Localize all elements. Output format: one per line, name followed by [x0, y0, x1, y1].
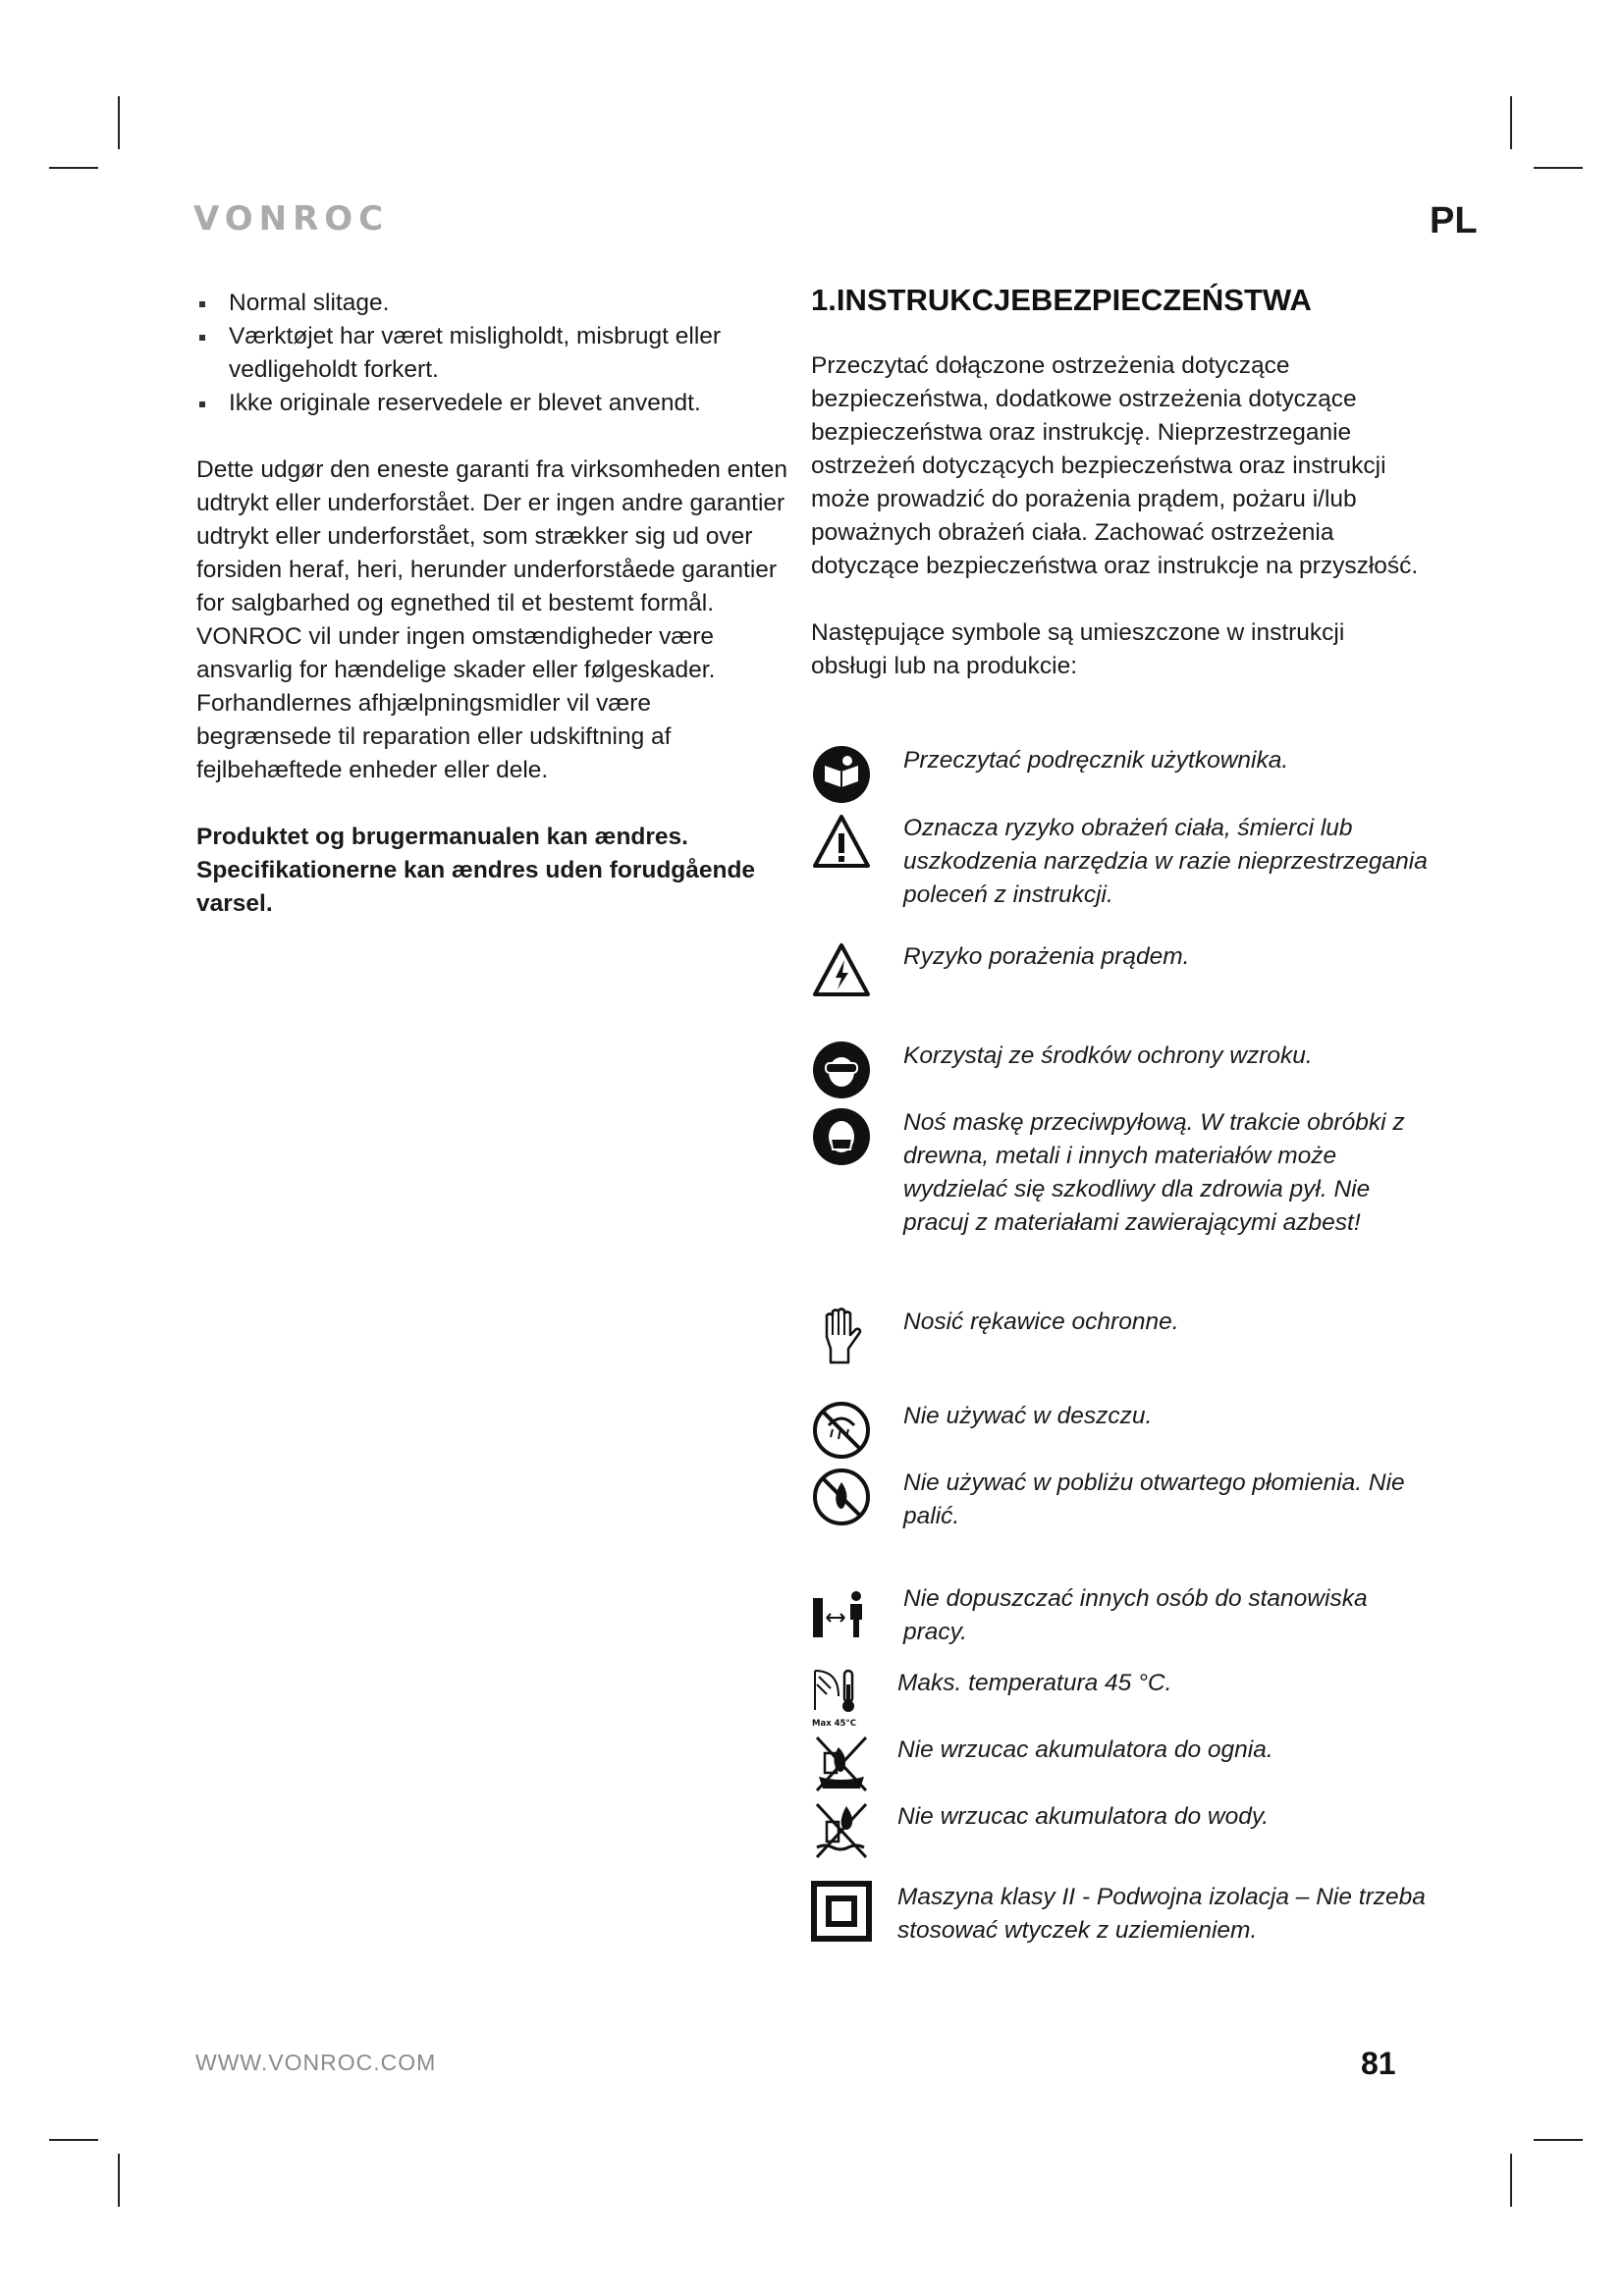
- crop-mark: [1534, 2139, 1583, 2141]
- no-fire-disposal-icon: [811, 1734, 872, 1794]
- list-item: Ikke originale reservedele er blevet anvendt.: [196, 387, 790, 420]
- warranty-paragraph: Dette udgør den eneste garanti fra virksomheden enten udtrykt eller underforstået. Der er ingen andre garantier udtrykt eller underforstået, som strækker sig ud over forsiden heraf, heri, herunder underforståede garantier for salgbarhed og egnethed til et bestemt formål. VONROC vil under ingen omstændigheder være ansvarlig for hændelige skader eller følgeskader. Forhandlernes afhjælpningsmidler vil være begrænsede til reparation eller udskiftning af fejlbehæftede enheder eller dele.: [196, 456, 787, 783]
- safety-intro: Przeczytać dołączone ostrzeżenia dotyczące bezpieczeństwa, dodatkowe ostrzeżenia dotyczące bezpieczeństwa oraz instrukcję. Nieprzestrzeganie ostrzeżeń dotyczących bezpieczeństwa oraz instrukcji może prowadzić do porażenia prądem, pożaru i/lub poważnych obrażeń ciała. Zachować ostrzeżenia dotyczące bezpieczeństwa oraz instrukcje na przyszłość.: [811, 352, 1419, 579]
- left-column: [196, 287, 790, 921]
- no-open-flame-icon: [811, 1467, 872, 1527]
- language-code: PL: [1430, 200, 1478, 241]
- electric-shock-icon: [811, 940, 872, 1001]
- crop-mark: [1510, 2154, 1512, 2207]
- crop-mark: [49, 167, 98, 169]
- symbol-text: Nie używać w deszczu.: [903, 1403, 1153, 1429]
- symbol-text: Ryzyko porażenia prądem.: [903, 943, 1190, 970]
- gloves-icon: [811, 1306, 872, 1366]
- warranty-exclusions-list: [196, 287, 790, 420]
- section-heading: 1.INSTRUKCJEBEZPIECZEŃSTWA: [811, 283, 1312, 317]
- symbol-text: Nie dopuszczać innych osób do stanowiska pracy.: [903, 1585, 1368, 1645]
- crop-mark: [118, 96, 120, 149]
- page-number: 81: [1361, 2046, 1396, 2081]
- footer-url: WWW.VONROC.COM: [195, 2050, 437, 2075]
- symbol-text: Nie wrzucac akumulatora do ognia.: [897, 1736, 1273, 1763]
- symbols-intro: Następujące symbole są umieszczone w instrukcji obsługi lub na produkcie:: [811, 619, 1345, 679]
- crop-mark: [1510, 96, 1512, 149]
- no-water-disposal-icon: [811, 1800, 872, 1861]
- brand-logo: VONROC: [193, 199, 390, 239]
- list-item: Værktøjet har været misligholdt, misbrugt eller vedligeholdt forkert.: [196, 320, 790, 387]
- symbol-text: Maks. temperatura 45 °C.: [897, 1670, 1172, 1696]
- list-item: Normal slitage.: [196, 287, 790, 320]
- right-column: [811, 279, 1420, 683]
- symbol-text: Nosić rękawice ochronne.: [903, 1308, 1179, 1335]
- symbol-text: Nie używać w pobliżu otwartego płomienia. Nie palić.: [903, 1469, 1405, 1529]
- symbol-text: Noś maskę przeciwpyłową. W trakcie obróbki z drewna, metali i innych materiałów może wydzielać się szkodliwy dla zdrowia pył. Nie pracuj z materiałami zawierającymi azbest!: [903, 1109, 1405, 1236]
- keep-bystanders-away-icon: [811, 1582, 872, 1643]
- eye-protection-icon: [811, 1040, 872, 1100]
- change-notice: Produktet og brugermanualen kan ændres. Specifikationerne kan ændres uden forudgående varsel.: [196, 824, 756, 917]
- symbol-text: Nie wrzucac akumulatora do wody.: [897, 1803, 1270, 1830]
- read-manual-icon: [811, 744, 872, 805]
- no-rain-icon: [811, 1400, 872, 1461]
- warning-triangle-icon: [811, 812, 872, 873]
- crop-mark: [118, 2154, 120, 2207]
- crop-mark: [49, 2139, 98, 2141]
- crop-mark: [1534, 167, 1583, 169]
- symbol-text: Oznacza ryzyko obrażeń ciała, śmierci lub uszkodzenia narzędzia w razie nieprzestrzegania poleceń z instrukcji.: [903, 815, 1428, 908]
- symbol-text: Przeczytać podręcznik użytkownika.: [903, 747, 1289, 774]
- dust-mask-icon: [811, 1106, 872, 1167]
- class-ii-insulation-icon: [811, 1881, 872, 1942]
- symbol-text: Korzystaj ze środków ochrony wzroku.: [903, 1042, 1313, 1069]
- max-temperature-icon: [811, 1667, 872, 1728]
- max-temperature-label: Max 45°C: [812, 1719, 856, 1728]
- symbol-text: Maszyna klasy II - Podwojna izolacja – Nie trzeba stosować wtyczek z uziemieniem.: [897, 1884, 1426, 1944]
